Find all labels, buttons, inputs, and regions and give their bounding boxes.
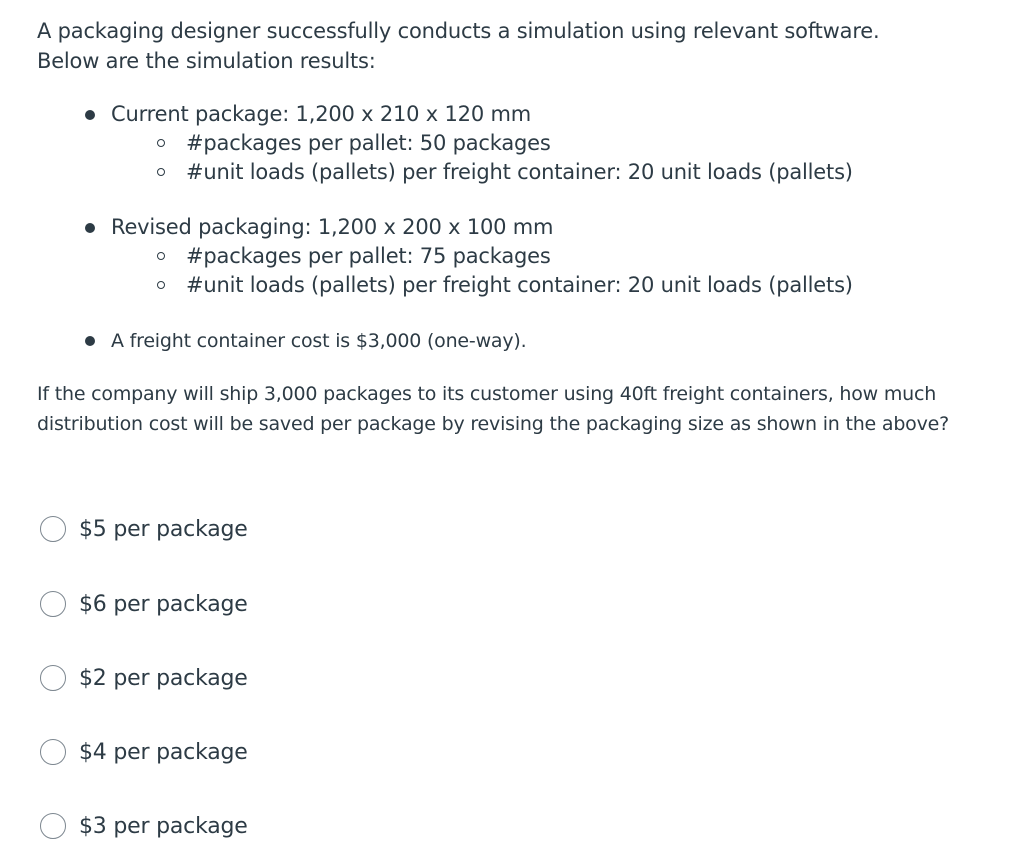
radio-button[interactable] [40, 739, 66, 765]
answer-option[interactable] [40, 736, 248, 768]
bullet-container-cost [84, 327, 526, 355]
radio-button[interactable] [40, 665, 66, 691]
sub-bullet-text: #packages per pallet: 75 packages [84, 242, 853, 271]
answer-option-label[interactable]: $3 per package [79, 813, 248, 839]
bullet-revised-packaging [84, 213, 853, 300]
answer-option[interactable] [40, 588, 248, 620]
bullet-text: Revised packaging: 1,200 x 200 x 100 mm [84, 213, 853, 242]
question-text: If the company will ship 3,000 packages to its customer using 40ft freight containers, how much distribution cost will be saved per package by revising the packaging size as shown in the above? [37, 383, 950, 435]
answer-option-label[interactable]: $6 per package [79, 591, 248, 617]
bullet-current-package [84, 100, 853, 187]
bullet-text: Current package: 1,200 x 210 x 120 mm [84, 100, 853, 129]
answer-option[interactable] [40, 662, 248, 694]
radio-button[interactable] [40, 813, 66, 839]
answer-option[interactable] [40, 810, 248, 842]
answer-option-label[interactable]: $4 per package [79, 739, 248, 765]
sub-bullet-text: #unit loads (pallets) per freight container: 20 unit loads (pallets) [84, 158, 853, 187]
bullet-text: A freight container cost is $3,000 (one-way). [84, 327, 526, 355]
sub-bullet-text: #unit loads (pallets) per freight container: 20 unit loads (pallets) [84, 271, 853, 300]
question-intro [37, 16, 997, 76]
intro-line: A packaging designer successfully conducts a simulation using relevant software. [37, 19, 880, 43]
radio-button[interactable] [40, 591, 66, 617]
answer-option[interactable] [40, 513, 248, 545]
answer-option-label[interactable]: $5 per package [79, 516, 248, 542]
radio-button[interactable] [40, 516, 66, 542]
sub-bullet-text: #packages per pallet: 50 packages [84, 129, 853, 158]
answer-option-label[interactable]: $2 per package [79, 665, 248, 691]
intro-line: Below are the simulation results: [37, 49, 376, 73]
